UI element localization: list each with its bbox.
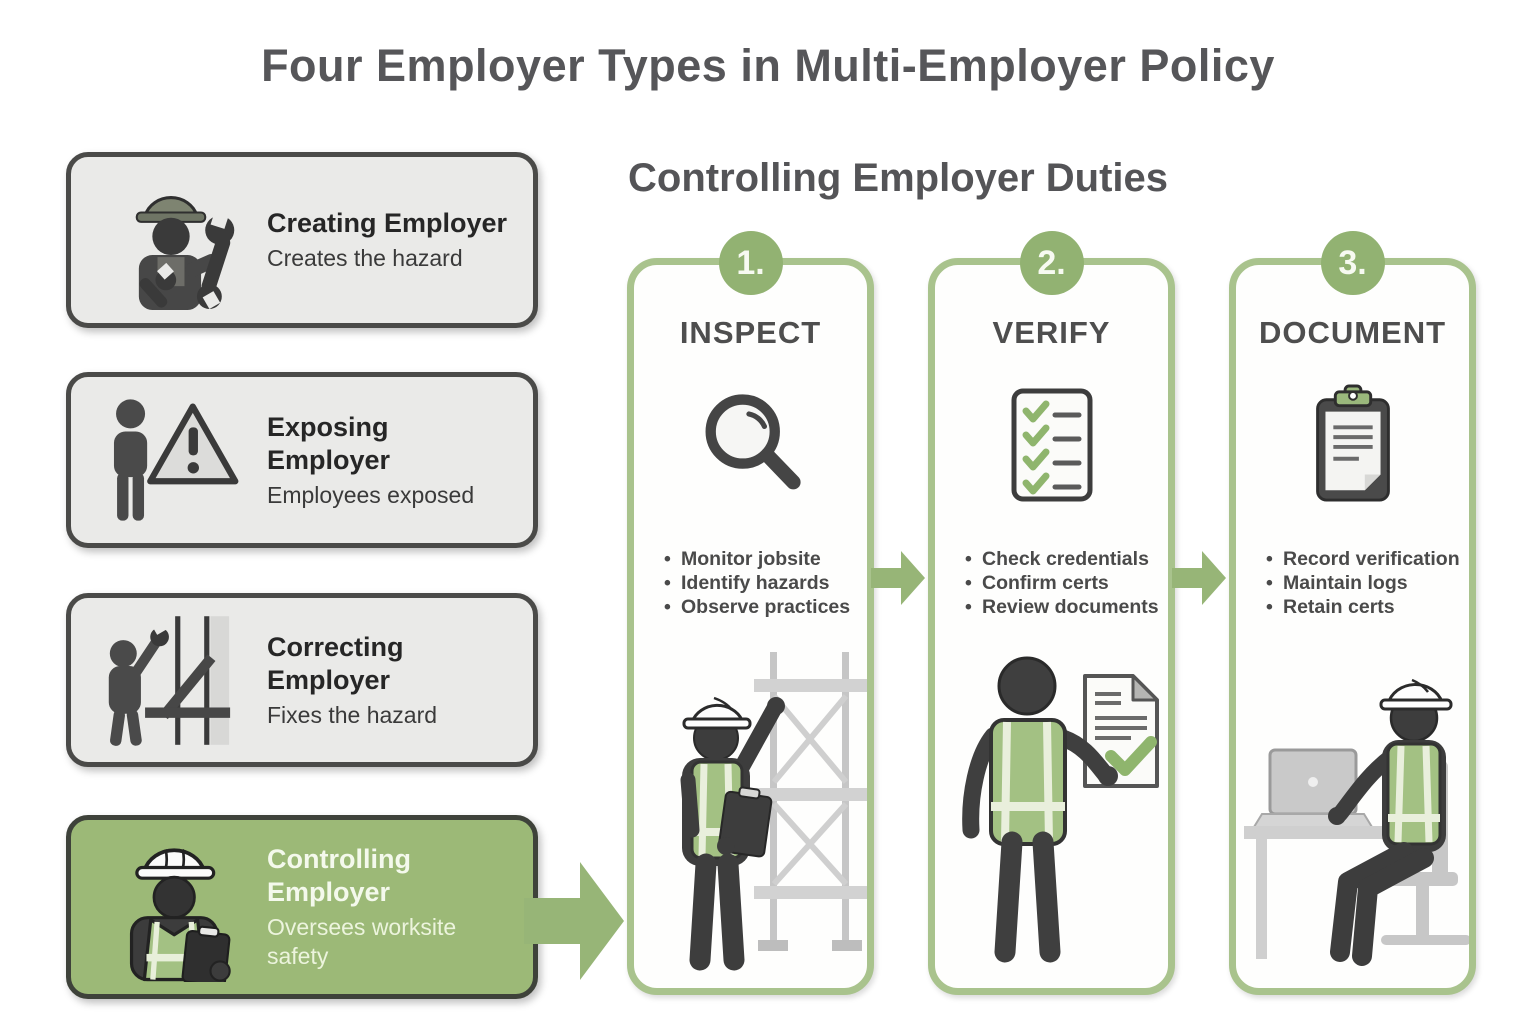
step-bullet-list xyxy=(963,547,1164,619)
illustration-clip xyxy=(935,265,1168,988)
bullet-item: • Retain certs xyxy=(1264,595,1465,619)
step-icon-box xyxy=(1236,375,1469,515)
bullet-item: • Review documents xyxy=(963,595,1164,619)
step-icon-box xyxy=(634,375,867,515)
employer-description: Oversees worksite safety xyxy=(267,914,457,969)
supervisor-clipboard-icon xyxy=(91,832,251,982)
magnifier-icon xyxy=(689,383,813,507)
step-label: DOCUMENT xyxy=(1258,315,1447,350)
employer-card-text xyxy=(251,631,533,730)
step-label: VERIFY xyxy=(992,315,1111,350)
worker-wrench-icon xyxy=(91,170,251,310)
flow-arrow-step2-step3 xyxy=(1172,548,1228,608)
illustration-clip xyxy=(1236,265,1469,988)
employer-name: Exposing Employer xyxy=(267,411,391,475)
step-number-badge: 3. xyxy=(1321,231,1385,295)
step-bullet-list xyxy=(1264,547,1465,619)
bullet-item: • Observe practices xyxy=(662,595,863,619)
duty-panel-inspect xyxy=(627,243,874,995)
step-bullet-list xyxy=(662,547,863,619)
step-label: INSPECT xyxy=(679,315,822,350)
page-title: Four Employer Types in Multi-Employer Policy xyxy=(261,40,1275,91)
employer-description: Fixes the hazard xyxy=(267,701,438,728)
duty-panel-verify xyxy=(928,243,1175,995)
employer-card-creating xyxy=(66,152,538,328)
worker-with-document-illustration xyxy=(935,634,1168,984)
person-warning-icon xyxy=(91,390,251,530)
inspector-at-scaffold-illustration xyxy=(634,634,867,984)
employer-name: Controlling Employer xyxy=(267,844,411,907)
bullet-item: • Record verification xyxy=(1264,547,1465,571)
employer-name: Creating Employer xyxy=(267,208,508,238)
bullet-item: • Confirm certs xyxy=(963,571,1164,595)
employer-card-correcting xyxy=(66,593,538,767)
employer-card-controlling xyxy=(66,815,538,999)
illustration-clip xyxy=(634,265,867,988)
step-icon-box xyxy=(935,375,1168,515)
worker-at-desk-illustration xyxy=(1236,634,1469,984)
employer-description: Employees exposed xyxy=(267,481,475,508)
employer-card-text xyxy=(251,843,533,971)
duties-heading: Controlling Employer Duties xyxy=(628,156,1169,200)
flow-arrow-step1-step2 xyxy=(871,548,927,608)
duty-panel-document xyxy=(1229,243,1476,995)
employer-card-text xyxy=(251,411,533,510)
person-repair-icon xyxy=(91,610,251,750)
clipboard-icon xyxy=(1294,383,1412,507)
employer-card-exposing xyxy=(66,372,538,548)
step-number-badge: 2. xyxy=(1020,231,1084,295)
bullet-item: • Maintain logs xyxy=(1264,571,1465,595)
bullet-item: • Check credentials xyxy=(963,547,1164,571)
bullet-item: • Identify hazards xyxy=(662,571,863,595)
step-number-badge: 1. xyxy=(719,231,783,295)
checklist-icon xyxy=(992,383,1112,507)
bullet-item: • Monitor jobsite xyxy=(662,547,863,571)
employer-name: Correcting Employer xyxy=(267,631,404,695)
flow-arrow-main xyxy=(524,854,626,988)
employer-card-text xyxy=(251,207,533,273)
employer-description: Creates the hazard xyxy=(267,245,463,271)
